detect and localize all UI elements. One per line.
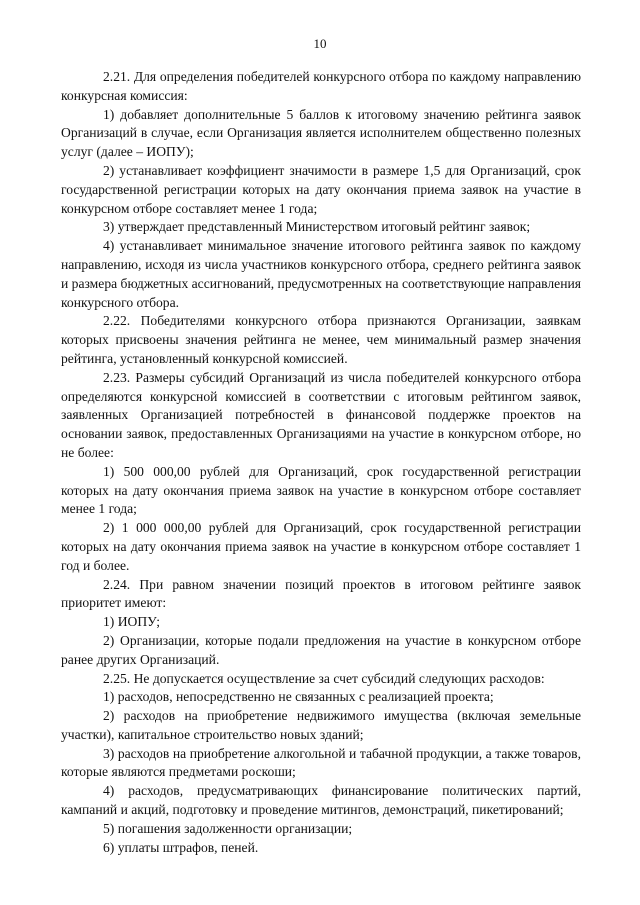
list-item: 1) расходов, непосредственно не связанных с реализацией проекта; xyxy=(103,689,494,705)
paragraph-2-25: 2.25. Не допускается осуществление за счет субсидий следующих расходов: xyxy=(103,670,545,686)
paragraph-2-24: 2.24. При равном значении позиций проектов в итоговом рейтинге заявок приоритет имеют: xyxy=(61,576,581,611)
list-item: 1) добавляет дополнительные 5 баллов к итоговому значению рейтинга заявок Организаций в случае, если Организация является исполнителем общественно полезных услуг (далее – ИОПУ); xyxy=(61,106,581,160)
list-item: 2) устанавливает коэффициент значимости в размере 1,5 для Организаций, срок государственной регистрации которых на дату окончания приема заявок на участие в конкурсном отборе составляет менее 1 года; xyxy=(61,162,581,216)
list-item: 2) расходов на приобретение недвижимого имущества (включая земельные участки), капитальное строительство новых зданий; xyxy=(61,708,581,742)
list-item: 4) расходов, предусматривающих финансирование политических партий, кампаний и акций, подготовку и проведение митингов, демонстраций, пикетирований; xyxy=(61,783,581,818)
list-item: 5) погашения задолженности организации; xyxy=(103,820,353,836)
list-item: 1) 500 000,00 рублей для Организаций, срок государственной регистрации которых на дату окончания приема заявок на участие в конкурсном отборе составляет менее 1 года; xyxy=(61,463,581,517)
list-item: 2) 1 000 000,00 рублей для Организаций, срок государственной регистрации которых на дату окончания приема заявок на участие в конкурсном отборе составляет 1 год и более. xyxy=(61,520,581,573)
page-number: 10 xyxy=(313,36,327,51)
list-item: 2) Организации, которые подали предложения на участие в конкурсном отборе ранее других Организаций. xyxy=(61,632,581,667)
paragraph-2-22: 2.22. Победителями конкурсного отбора признаются Организации, заявкам которых присвоены значения рейтинга не менее, чем минимальный размер значения рейтинга, установленный конкурсной комиссией. xyxy=(61,313,581,366)
list-item: 3) утверждает представленный Министерством итоговый рейтинг заявок; xyxy=(103,219,531,235)
list-item: 3) расходов на приобретение алкогольной и табачной продукции, а также товаров, которые являются предметами роскоши; xyxy=(61,745,581,780)
list-item: 1) ИОПУ; xyxy=(103,614,161,630)
list-item: 4) устанавливает минимальное значение итогового рейтинга заявок по каждому направлению, исходя из числа участников конкурсного отбора, среднего рейтинга заявок и размера бюджетных ассигнований, предусмотренных на соответствующие направления конкурсного отбора. xyxy=(61,238,581,310)
document-body xyxy=(61,68,581,857)
paragraph-2-23: 2.23. Размеры субсидий Организаций из числа победителей конкурсного отбора определяются конкурсной комиссией в соответствии с итоговым рейтингом заявок, заявленных Организацией потребностей в финансовой поддержке проектов на основании заявок, предоставленных Организациями на участие в конкурсном отборе, но не более: xyxy=(61,369,581,460)
paragraph-2-21: 2.21. Для определения победителей конкурсного отбора по каждому направлению конкурсная комиссия: xyxy=(61,69,581,103)
list-item: 6) уплаты штрафов, пеней. xyxy=(103,839,259,855)
